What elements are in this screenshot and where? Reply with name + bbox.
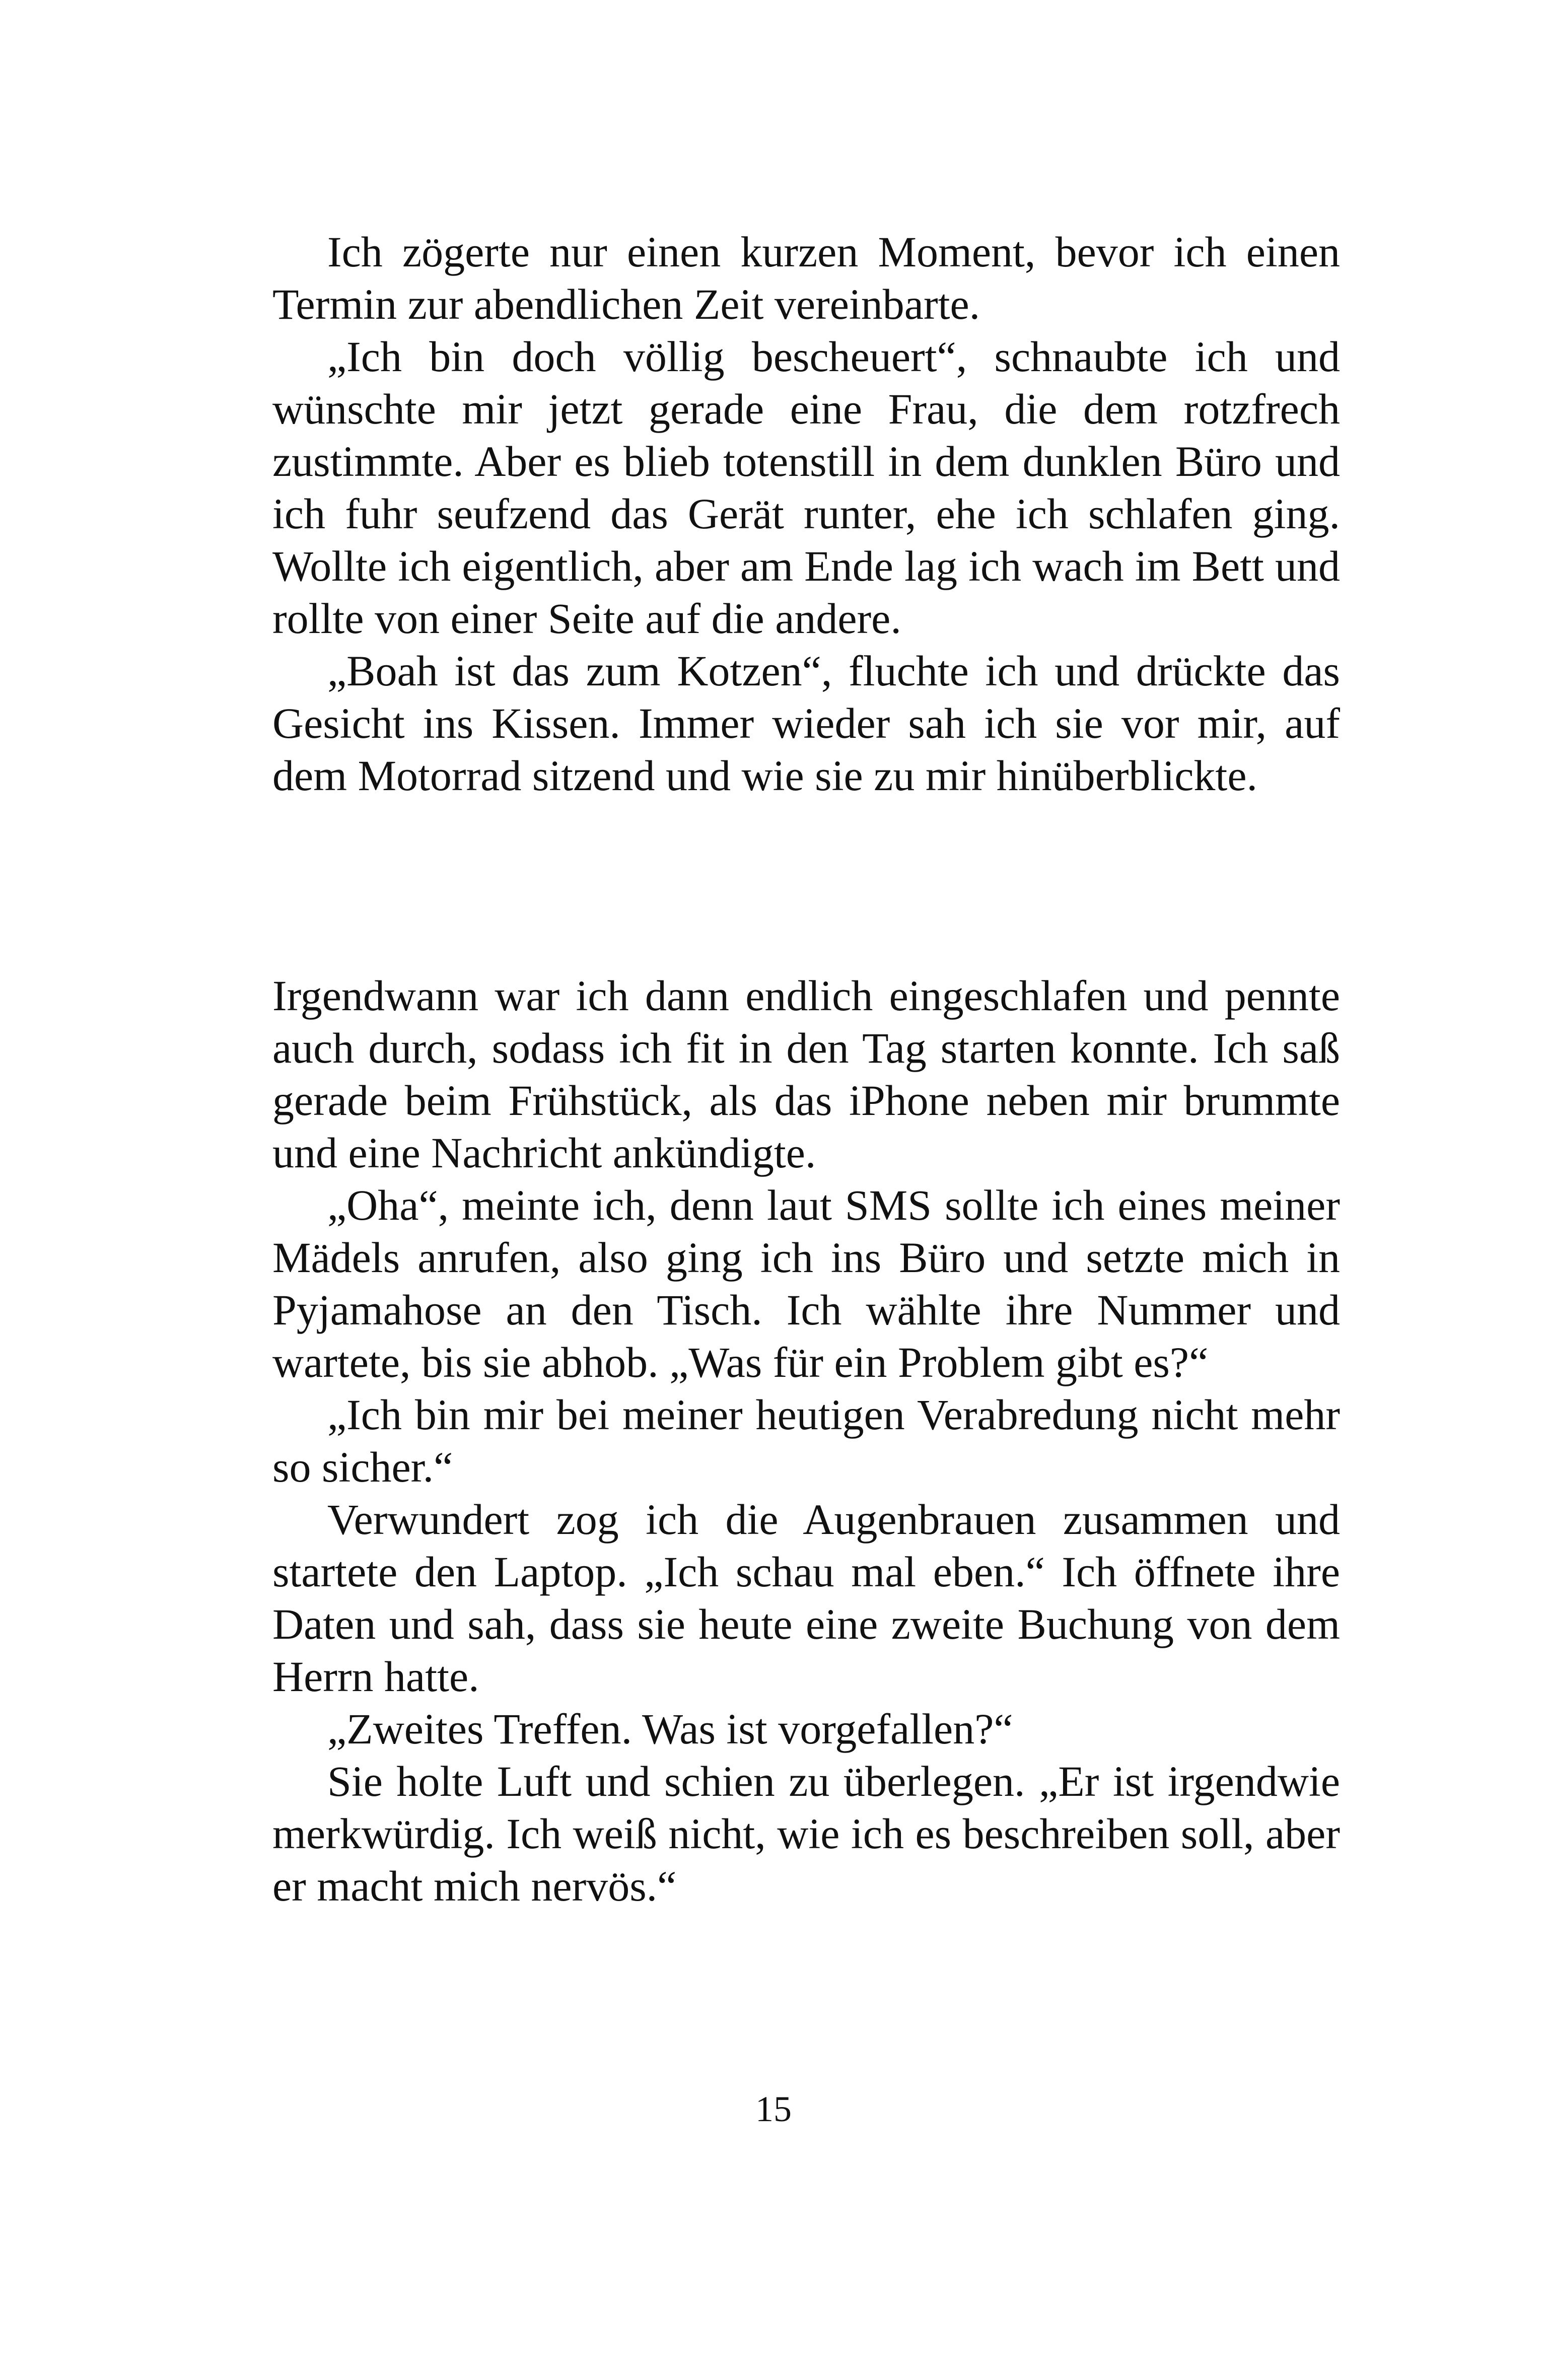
paragraph: „Ich bin doch völlig bescheuert“, schnaubte ich und wünschte mir jetzt gerade eine Frau, die dem rotzfrech zustimmte. Aber es blieb totenstill in dem dunklen Büro und ich fuhr seufzend das Gerät runter, ehe ich schlafen ging. Wollte ich eigentlich, aber am Ende lag ich wach im Bett und rollte von einer Seite auf die andere. bbox=[272, 332, 1340, 643]
text-section-2 bbox=[272, 969, 1340, 1912]
paragraph: Irgendwann war ich dann endlich eingeschlafen und pennte auch durch, sodass ich fit in den Tag starten konnte. Ich saß gerade beim Frühstück, als das iPhone neben mir brummte und eine Nachricht ankündigte. bbox=[272, 971, 1340, 1177]
paragraph: „Zweites Treffen. Was ist vorgefallen?“ bbox=[327, 1705, 1013, 1753]
paragraph: „Boah ist das zum Kotzen“, fluchte ich und drückte das Gesicht ins Kissen. Immer wieder sah ich sie vor mir, auf dem Motorrad sitzend und wie sie zu mir hinüberblickte. bbox=[272, 647, 1340, 800]
paragraph: Verwundert zog ich die Augenbrauen zusammen und startete den Laptop. „Ich schau mal eben.“ Ich öffnete ihre Daten und sah, dass sie heute eine zweite Buchung von dem Herrn hatte. bbox=[272, 1495, 1340, 1701]
paragraph: Ich zögerte nur einen kurzen Moment, bevor ich einen Termin zur abendlichen Zeit vereinbarte. bbox=[272, 228, 1340, 328]
page-number: 15 bbox=[755, 2089, 792, 2129]
paragraph: „Oha“, meinte ich, denn laut SMS sollte ich eines meiner Mädels anrufen, also ging ich ins Büro und setzte mich in Pyjamahose an den Tisch. Ich wählte ihre Nummer und wartete, bis sie abhob. „Was für ein Problem gibt es?“ bbox=[272, 1181, 1340, 1386]
paragraph: „Ich bin mir bei meiner heutigen Verabredung nicht mehr so sicher.“ bbox=[272, 1390, 1340, 1491]
paragraph: Sie holte Luft und schien zu überlegen. „Er ist irgendwie merkwürdig. Ich weiß nicht, wie ich es beschreiben soll, aber er macht mich nervös.“ bbox=[272, 1757, 1340, 1910]
text-section-1 bbox=[272, 226, 1340, 802]
